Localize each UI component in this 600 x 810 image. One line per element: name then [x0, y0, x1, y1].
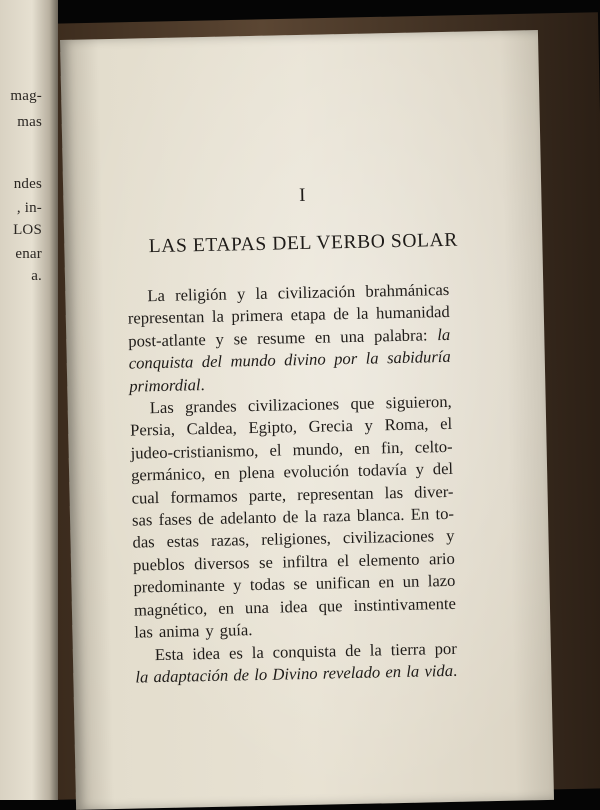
- word: un: [402, 571, 420, 592]
- word: das: [132, 532, 155, 553]
- word: conquista: [272, 640, 337, 662]
- word: to-: [435, 503, 455, 524]
- word: primordial.: [129, 374, 205, 396]
- word: de: [233, 665, 250, 685]
- word: la: [369, 639, 382, 660]
- word: divino: [283, 349, 326, 370]
- left-page-fragment: , in-: [16, 200, 42, 216]
- word: todavía: [357, 460, 407, 481]
- word: instintivamente: [353, 593, 457, 615]
- word: diversos: [193, 553, 250, 574]
- word: humanidad: [375, 302, 450, 323]
- word: se: [233, 328, 248, 349]
- word: predominante: [133, 575, 225, 597]
- word: formamos: [170, 486, 238, 507]
- word: siguieron,: [385, 391, 452, 413]
- left-page-fragment: LOS: [13, 222, 42, 238]
- word: la: [437, 324, 451, 344]
- word: una: [244, 597, 270, 617]
- word: que: [318, 595, 343, 616]
- word: la: [255, 283, 268, 303]
- word: unifican: [315, 572, 371, 594]
- left-page-fragment: mas: [17, 114, 42, 130]
- word: la: [365, 348, 379, 368]
- word: de: [344, 640, 362, 660]
- word: germánico,: [130, 464, 206, 485]
- word: diver-: [413, 481, 454, 502]
- word: La: [147, 285, 166, 306]
- chapter-number: I: [298, 184, 306, 207]
- word: Egipto,: [248, 417, 298, 438]
- word: brahmánicas: [365, 279, 450, 301]
- word: parte,: [248, 485, 287, 505]
- word: judeo-cristianismo,: [130, 440, 259, 463]
- word: revelado: [322, 662, 381, 683]
- paragraph: [135, 637, 458, 689]
- word: religiones,: [261, 528, 332, 550]
- word: representan: [127, 307, 205, 329]
- word: idea: [279, 596, 308, 617]
- paragraph: [127, 279, 451, 398]
- word: civilizaciones: [342, 526, 435, 548]
- right-page: [60, 30, 554, 810]
- word: mundo,: [292, 439, 344, 460]
- word: Roma,: [384, 414, 429, 435]
- word: conquista: [128, 352, 194, 373]
- word: lo: [254, 664, 268, 684]
- word: el: [269, 440, 282, 460]
- word: que: [350, 393, 375, 414]
- word: y: [215, 329, 224, 349]
- left-page-fragment: enar: [15, 246, 42, 262]
- word: cual: [131, 487, 160, 508]
- left-page-edge: [0, 0, 58, 800]
- word: evolución: [283, 461, 350, 482]
- word: Grecia: [308, 416, 354, 437]
- word: del: [201, 351, 223, 372]
- word: las: [134, 622, 154, 642]
- word: anima: [158, 621, 200, 642]
- word: adaptación: [153, 665, 229, 687]
- word: primera: [231, 305, 284, 326]
- word: la: [251, 642, 264, 662]
- word: Persia,: [129, 420, 176, 441]
- word: en: [218, 598, 235, 618]
- word: en: [314, 327, 331, 347]
- left-page-fragment: a.: [31, 268, 42, 284]
- word: plena: [238, 462, 275, 483]
- word: lazo: [427, 571, 456, 591]
- word: civilización: [277, 281, 356, 303]
- chapter-title: LAS ETAPAS DEL VERBO SOLAR: [148, 229, 459, 258]
- word: ario: [428, 548, 456, 569]
- word: por: [434, 638, 457, 658]
- word: se: [293, 574, 308, 594]
- word: del: [432, 459, 454, 479]
- word: en: [353, 438, 370, 458]
- word: y: [364, 415, 374, 436]
- word: por: [333, 349, 358, 369]
- word: en: [385, 661, 402, 682]
- word: la: [304, 506, 317, 527]
- word: el: [336, 550, 350, 571]
- word: etapa: [290, 304, 326, 325]
- word: elemento: [358, 549, 420, 570]
- word: el: [439, 414, 453, 434]
- word: Caldea,: [186, 418, 238, 439]
- word: y: [415, 459, 425, 479]
- word: palabra:: [373, 325, 428, 346]
- word: la: [356, 304, 369, 324]
- word: razas,: [210, 530, 250, 551]
- word: Las: [149, 397, 174, 418]
- word: las: [384, 482, 404, 502]
- word: raza: [322, 506, 351, 526]
- word: todas: [249, 574, 286, 595]
- word: grandes: [184, 396, 237, 417]
- word: fin,: [380, 437, 404, 458]
- word: guía.: [219, 620, 253, 640]
- word: una: [340, 326, 365, 347]
- word: religión: [174, 284, 227, 305]
- word: vida.: [424, 660, 458, 681]
- word: mundo: [230, 350, 276, 371]
- word: se: [258, 552, 274, 572]
- word: idea: [192, 643, 221, 663]
- word: En: [410, 504, 430, 524]
- word: en: [378, 572, 395, 592]
- word: magnético,: [133, 598, 208, 620]
- left-page-fragment: mag-: [10, 88, 42, 104]
- word: y: [236, 284, 246, 304]
- word: estas: [166, 531, 200, 552]
- word: tierra: [390, 638, 426, 659]
- word: Esta: [154, 644, 184, 664]
- word: representan: [296, 483, 374, 504]
- body-text: [127, 279, 457, 689]
- word: y: [445, 526, 455, 546]
- paragraph: [130, 391, 457, 644]
- word: civilizaciones: [247, 394, 340, 416]
- word: la: [211, 307, 225, 327]
- word: de: [282, 507, 299, 527]
- word: la: [135, 667, 149, 687]
- word: y: [232, 575, 242, 595]
- word: y: [205, 621, 214, 641]
- left-page-fragment: ndes: [13, 176, 42, 192]
- word: Divino: [272, 663, 318, 684]
- word: adelanto: [219, 507, 277, 528]
- word: resume: [256, 327, 306, 348]
- word: de: [333, 304, 350, 324]
- word: pueblos: [132, 554, 185, 575]
- word: la: [406, 661, 420, 681]
- word: sabiduría: [386, 347, 451, 368]
- word: post-atlante: [128, 329, 206, 351]
- word: de: [197, 508, 215, 529]
- word: en: [213, 463, 231, 484]
- word: celto-: [414, 436, 453, 457]
- word: fases: [158, 509, 193, 530]
- word: sas: [131, 510, 153, 530]
- word: infiltra: [282, 551, 328, 572]
- word: blanca.: [356, 504, 405, 525]
- word: es: [228, 642, 243, 663]
